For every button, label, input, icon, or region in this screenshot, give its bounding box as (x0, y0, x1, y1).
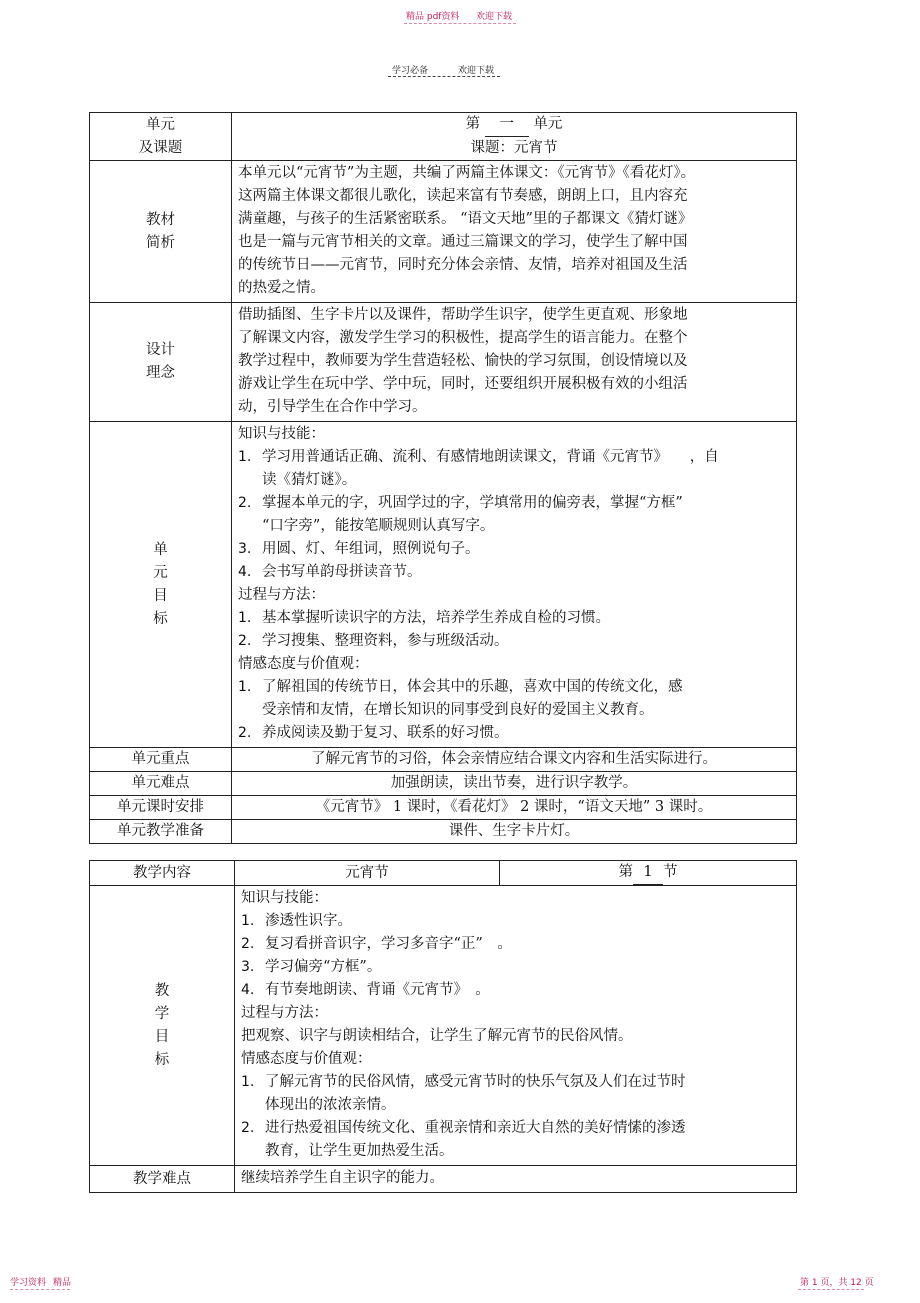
lesson-goal-line: 进行热爱祖国传统文化、重视亲情和亲近大自然的美好情愫的渗透 (265, 1120, 686, 1136)
design-text (232, 303, 797, 422)
lesson-goals-label-char: 标 (154, 1051, 170, 1068)
difficulty-row (90, 772, 797, 796)
header-left: 学习必备 (392, 66, 429, 76)
header-right: 欢迎下载 (458, 66, 495, 76)
lesson-content-value: 元宵节 (235, 861, 500, 886)
design-row (90, 303, 797, 422)
prep-row (90, 820, 797, 844)
difficulty-label: 单元难点 (90, 772, 232, 796)
watermark-top-right: 欢迎下载 (476, 12, 513, 22)
unit-prefix: 第 (465, 116, 481, 132)
prep-text: 课件、生字卡片灯。 (232, 820, 797, 844)
goal-item (238, 446, 790, 492)
key-points-label: 单元重点 (90, 748, 232, 772)
schedule-row (90, 796, 797, 820)
lesson-goal-number: 1. (241, 913, 255, 929)
lesson-goal-number: 4. (241, 982, 255, 998)
goal-item-number: 2. (238, 495, 252, 511)
difficulty-text: 加强朗读，读出节奏，进行识字教学。 (232, 772, 797, 796)
lesson-goal-number: 3. (241, 959, 255, 975)
textbook-line: 满童趣，与孩子的生活紧密联系。 “语文天地”里的子都课文《猜灯谜》 (238, 211, 693, 227)
textbook-text (232, 161, 797, 303)
goal-item-number: 1. (238, 449, 252, 465)
lesson-goal-heading-values: 情感态度与价值观： (241, 1051, 372, 1067)
goal-item-number: 2. (238, 633, 252, 649)
goal-item (238, 492, 790, 538)
lesson-goal-number: 1. (241, 1074, 255, 1090)
header-divider (388, 76, 500, 77)
lesson-goal-heading-skills: 知识与技能： (241, 890, 328, 906)
lesson-goal-number: 2. (241, 936, 255, 952)
unit-number: 一 (485, 113, 529, 137)
goal-item-line: “口字旁”，能按笔顺规则认真写字。 (262, 518, 495, 534)
goal-item-line: 受亲情和友情，在增长知识的同事受到良好的爱国主义教育。 (262, 702, 654, 718)
unit-goals-label-char: 单 (153, 541, 168, 558)
lesson-goals-text (235, 886, 797, 1166)
design-line: 教学过程中，教师要为学生营造轻松、愉快的学习氛围，创设情境以及 (238, 353, 688, 369)
goal-heading-values: 情感态度与价值观： (238, 656, 369, 672)
lesson-goal-item (241, 1117, 790, 1163)
prep-label: 单元教学准备 (90, 820, 232, 844)
design-line: 动，引导学生在合作中学习。 (238, 399, 427, 415)
textbook-line: 的传统节日——元宵节，同时充分体会亲情、友情，培养对祖国及生活 (238, 257, 688, 273)
lesson-goal-line: 学习偏旁“方框”。 (265, 959, 382, 975)
goal-item-line: 了解祖国的传统节日，体会其中的乐趣，喜欢中国的传统文化，感 (262, 679, 683, 695)
section-number: 1 (633, 861, 663, 885)
goal-item-line: 养成阅读及勤于复习、联系的好习惯。 (262, 725, 509, 741)
lesson-goals-label-char: 教 (154, 982, 170, 999)
design-label-line2: 理念 (146, 365, 175, 381)
schedule-label: 单元课时安排 (90, 796, 232, 820)
goal-item (238, 561, 790, 584)
lesson-difficulty-label: 教学难点 (90, 1166, 235, 1193)
watermark-bottom-right-divider (798, 1289, 864, 1290)
unit-goals-text (232, 422, 797, 748)
textbook-line: 的热爱之情。 (238, 280, 325, 296)
unit-goals-label-char: 标 (153, 610, 168, 627)
unit-table (89, 112, 797, 844)
lesson-goal-item (241, 979, 790, 1002)
key-points-text: 了解元宵节的习俗，体会亲情应结合课文内容和生活实际进行。 (232, 748, 797, 772)
lesson-goal-number: 2. (241, 1120, 255, 1136)
section-prefix: 第 (618, 864, 633, 880)
lesson-goals-row (90, 886, 797, 1166)
goal-heading-process: 过程与方法： (238, 587, 325, 603)
goal-item-number: 1. (238, 679, 252, 695)
textbook-label-line2: 简析 (146, 234, 175, 251)
textbook-line: 本单元以“元宵节”为主题，共编了两篇主体课文：《元宵节》《看花灯》。 (238, 165, 696, 181)
lesson-goal-line: 渗透性识字。 (265, 913, 352, 929)
key-points-row (90, 748, 797, 772)
goal-item-number: 2. (238, 725, 252, 741)
unit-title-label (90, 113, 232, 161)
design-label-line1: 设计 (146, 342, 175, 358)
goal-item-number: 1. (238, 610, 252, 626)
lesson-section (500, 861, 797, 886)
lesson-goal-item (241, 910, 790, 933)
textbook-label-line1: 教材 (146, 211, 175, 228)
goal-item-line: 基本掌握听读识字的方法，培养学生养成自检的习惯。 (262, 610, 610, 626)
watermark-top-divider (404, 23, 516, 24)
lesson-goal-line: 复习看拼音识字，学习多音字“正” 。 (265, 936, 512, 952)
design-line: 了解课文内容，激发学生学习的积极性，提高学生的语言能力。在整个 (238, 330, 688, 346)
goal-item-line: 学习用普通话正确、流利、有感情地朗读课文，背诵《元宵节》 ，自 (262, 449, 719, 465)
lesson-goal-item (241, 933, 790, 956)
schedule-text: 《元宵节》 1 课时，《看花灯》 2 课时，“语文天地” 3 课时。 (232, 796, 797, 820)
lesson-goal-heading-process: 过程与方法： (241, 1005, 328, 1021)
design-line: 借助插图、生字卡片以及课件，帮助学生识字，使学生更直观、形象地 (238, 307, 688, 323)
goal-item (238, 722, 790, 745)
page-number: 第 1 页，共 12 页 (800, 1278, 874, 1288)
lesson-goal-line: 体现出的浓浓亲情。 (265, 1097, 396, 1113)
unit-goals-row (90, 422, 797, 748)
goal-item (238, 630, 790, 653)
lesson-goal-item (241, 1071, 790, 1117)
goal-item-line: 学习搜集、整理资料，参与班级活动。 (262, 633, 509, 649)
unit-goals-label (90, 422, 232, 748)
goal-item-line: 掌握本单元的字，巩固学过的字，学填常用的偏旁表，掌握“方框” (262, 495, 683, 511)
textbook-label (90, 161, 232, 303)
watermark-bottom-left-b: 精品 (53, 1278, 72, 1288)
lesson-content-row (90, 861, 797, 886)
goal-item-number: 3. (238, 541, 252, 557)
lesson-goals-label-char: 学 (154, 1005, 170, 1022)
lesson-goal-line: 有节奏地朗读、背诵《元宵节》 。 (265, 982, 490, 998)
design-label (90, 303, 232, 422)
unit-suffix: 单元 (533, 116, 563, 132)
design-line: 游戏让学生在玩中学、学中玩，同时，还要组织开展积极有效的小组活 (238, 376, 688, 392)
lesson-goal-item (241, 956, 790, 979)
lesson-goal-line: 教育，让学生更加热爱生活。 (265, 1143, 454, 1159)
watermark-bottom-left-a: 学习资料 (10, 1278, 47, 1288)
goal-item (238, 676, 790, 722)
goal-item (238, 607, 790, 630)
goal-item-line: 会书写单韵母拼读音节。 (262, 564, 422, 580)
lesson-table (89, 860, 797, 1193)
lesson-title: 课题：元宵节 (470, 140, 558, 156)
lesson-goals-label (90, 886, 235, 1166)
lesson-goals-label-char: 目 (154, 1028, 170, 1045)
section-suffix: 节 (663, 864, 678, 880)
unit-heading (238, 113, 790, 137)
goal-item-line: 读《猜灯谜》。 (262, 472, 357, 488)
unit-title-label-line2: 及课题 (138, 139, 183, 156)
unit-title-value (232, 113, 797, 161)
lesson-difficulty-row (90, 1166, 797, 1193)
watermark-top-left: 精品 pdf资料 (406, 12, 460, 22)
unit-title-row (90, 113, 797, 161)
textbook-row (90, 161, 797, 303)
textbook-line: 这两篇主体课文都很儿歌化，读起来富有节奏感，朗朗上口，且内容充 (238, 188, 688, 204)
lesson-goal-line: 了解元宵节的民俗风情，感受元宵节时的快乐气氛及人们在过节时 (265, 1074, 686, 1090)
unit-title-label-line1: 单元 (146, 116, 175, 133)
goal-item (238, 538, 790, 561)
lesson-difficulty-text: 继续培养学生自主识字的能力。 (235, 1166, 797, 1193)
unit-goals-label-char: 目 (153, 587, 168, 604)
watermark-bottom-left-divider (10, 1289, 70, 1290)
unit-goals-label-char: 元 (153, 564, 168, 581)
goal-item-line: 用圆、灯、年组词，照例说句子。 (262, 541, 480, 557)
goal-item-number: 4. (238, 564, 252, 580)
lesson-content-label: 教学内容 (90, 861, 235, 886)
lesson-goal-process-text: 把观察、识字与朗读相结合，让学生了解元宵节的民俗风情。 (241, 1028, 633, 1044)
textbook-line: 也是一篇与元宵节相关的文章。通过三篇课文的学习，使学生了解中国 (238, 234, 688, 250)
goal-heading-skills: 知识与技能： (238, 426, 325, 442)
